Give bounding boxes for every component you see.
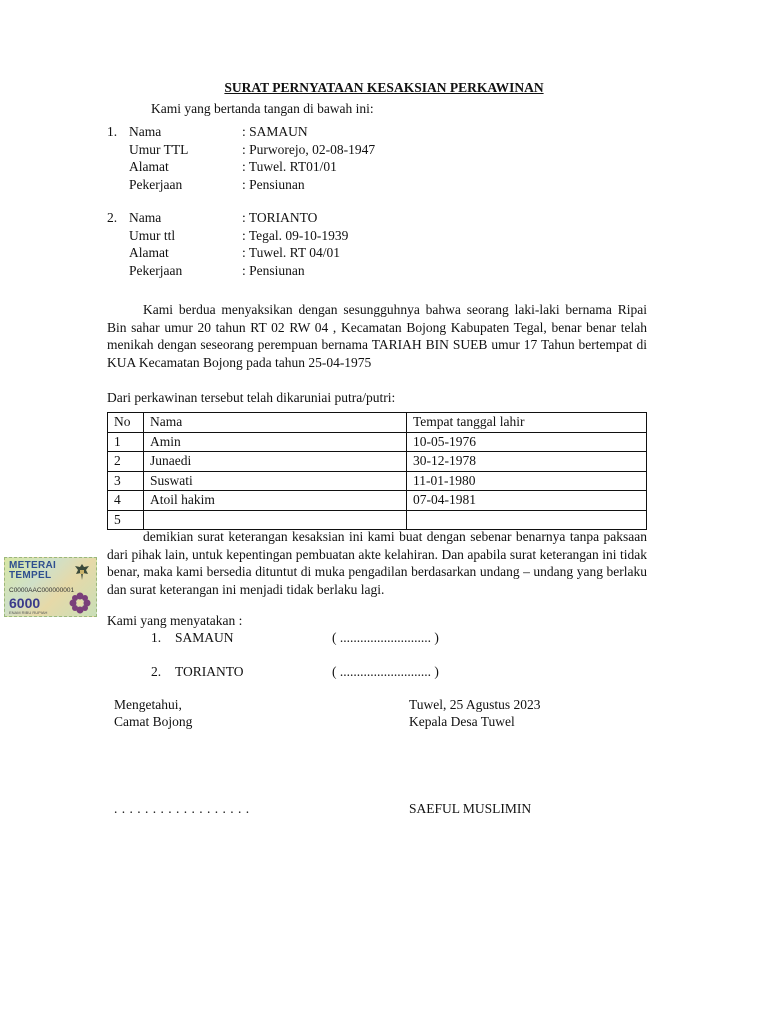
table-cell: 4: [108, 491, 144, 511]
table-row: [108, 510, 647, 530]
field-value: : Purworejo, 02-08-1947: [242, 141, 376, 157]
closing-text: demikian surat keterangan kesaksian ini kami buat dengan sebenar benarnya tanpa paksaan dari pihak lain, untuk kepentingan pembuatan akte kelahiran. Dan apabila surat keterangan ini tidak benar, maka kami bersedia dituntut di muka pengadilan berdasarkan undang – undang yang berlaku dan surat keterangan ini menjadi tidak berlaku lagi.: [107, 529, 647, 597]
stamp-value: 6000: [9, 595, 41, 611]
table-row: [108, 491, 647, 511]
table-row: [108, 432, 647, 452]
header-cell: No: [108, 413, 144, 433]
declarers-label: Kami yang menyatakan :: [107, 613, 243, 628]
field-label: Nama: [129, 124, 162, 139]
statement-text: Kami berdua menyaksikan dengan sesungguhnya bahwa seorang laki-laki bernama Ripai Bin sahar umur 20 tahun RT 02 RW 04 , Kecamatan Bojong Kabupaten Tegal, benar benar telah menikah dengan seseorang perempuan bernama TARIAH BIN SUEB umur 17 Tahun bertempat di KUA Kecamatan Bojong pada tahun 25-04-1975: [107, 302, 647, 370]
table-cell: [407, 510, 647, 530]
table-cell: [144, 510, 407, 530]
document-title: SURAT PERNYATAAN KESAKSIAN PERKAWINAN: [224, 80, 544, 95]
statement-paragraph: [107, 301, 647, 371]
stamp-small-text: ENAM RIBU RUPIAH: [9, 610, 48, 615]
field-label: Alamat: [129, 159, 169, 174]
camat-signature: . . . . . . . . . . . . . . . . . .: [114, 801, 250, 816]
table-cell: 5: [108, 510, 144, 530]
kepala-desa-title: Kepala Desa Tuwel: [409, 714, 515, 729]
table-cell: 1: [108, 432, 144, 452]
stamp-title-line2: TEMPEL: [9, 570, 52, 581]
field-value: : TORIANTO: [242, 210, 318, 225]
closing-paragraph: [107, 528, 647, 598]
declarer-name: TORIANTO: [175, 664, 244, 679]
field-value: : Tuwel. RT 04/01: [242, 245, 340, 260]
place-date: Tuwel, 25 Agustus 2023: [409, 697, 541, 712]
stamp-title-line1: METERAI: [9, 560, 57, 571]
table-cell: Amin: [144, 432, 407, 452]
table-cell: 10-05-1976: [407, 432, 647, 452]
table-cell: 11-01-1980: [407, 471, 647, 491]
table-cell: 3: [108, 471, 144, 491]
table-cell: 30-12-1978: [407, 452, 647, 472]
garuda-emblem-icon: [73, 562, 91, 582]
table-row: [108, 452, 647, 472]
field-value: : Tegal. 09-10-1939: [242, 227, 349, 243]
kepala-desa-name: SAEFUL MUSLIMIN: [409, 801, 532, 816]
witness-number: 2.: [107, 210, 118, 225]
signature-line: ( ........................... ): [332, 630, 439, 645]
field-label: Umur TTL: [129, 141, 189, 157]
signature-line: ( ........................... ): [332, 664, 439, 679]
flower-seal-icon: [69, 592, 91, 614]
field-label: Umur ttl: [129, 227, 176, 243]
witness-number: 1.: [107, 124, 118, 139]
field-label: Pekerjaan: [129, 262, 183, 278]
meterai-stamp: [4, 557, 97, 617]
header-cell: Tempat tanggal lahir: [407, 413, 647, 433]
field-value: : Tuwel. RT01/01: [242, 159, 337, 174]
field-label: Alamat: [129, 245, 169, 260]
declarer-number: 2.: [151, 664, 162, 679]
field-value: : Pensiunan: [242, 262, 305, 278]
table-cell: Suswati: [144, 471, 407, 491]
stamp-title: [9, 561, 56, 581]
table-cell: Atoil hakim: [144, 491, 407, 511]
table-row: [108, 471, 647, 491]
table-cell: Junaedi: [144, 452, 407, 472]
intro-text: Kami yang bertanda tangan di bawah ini:: [151, 101, 374, 116]
table-cell: 07-04-1981: [407, 491, 647, 511]
children-intro: Dari perkawinan tersebut telah dikaruniai putra/putri:: [107, 390, 396, 405]
children-table: [107, 412, 647, 530]
field-value: : SAMAUN: [242, 124, 308, 139]
field-label: Pekerjaan: [129, 176, 183, 192]
declarer-name: SAMAUN: [175, 630, 234, 645]
declarer-number: 1.: [151, 630, 162, 645]
header-cell: Nama: [144, 413, 407, 433]
camat-title: Camat Bojong: [114, 714, 193, 729]
table-cell: 2: [108, 452, 144, 472]
acknowledge-label: Mengetahui,: [114, 697, 182, 712]
field-value: : Pensiunan: [242, 176, 305, 192]
field-label: Nama: [129, 210, 162, 225]
stamp-serial: C0000AAC000000001: [9, 587, 75, 594]
table-header-row: [108, 413, 647, 433]
